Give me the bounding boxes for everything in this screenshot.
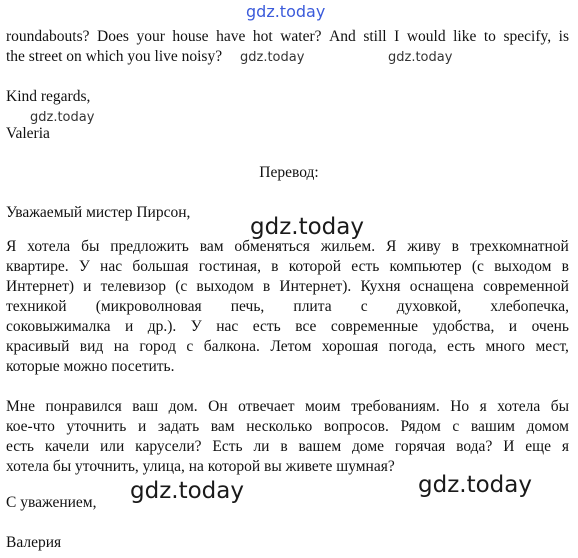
word: нас: [216, 318, 239, 335]
text-line: [6, 437, 569, 457]
word: в: [271, 258, 279, 275]
word: вопросов.: [323, 418, 389, 435]
word: Есть: [212, 438, 243, 455]
word: в: [262, 278, 271, 295]
word: красивый: [6, 338, 70, 355]
text-line: [6, 337, 569, 357]
word: др.).: [147, 318, 177, 335]
word: на: [113, 338, 129, 355]
word: And: [329, 28, 356, 45]
watermark: gdz.today: [388, 50, 453, 65]
english-closing: Kind regards,: [6, 88, 91, 105]
watermark: gdz.today: [130, 478, 244, 504]
word: нас: [100, 258, 123, 275]
english-line-1: [6, 27, 569, 47]
word: требованиям.: [351, 398, 440, 415]
word: отвечает: [238, 398, 295, 415]
word: есть: [6, 438, 34, 455]
word: вашим: [470, 418, 515, 435]
word: still: [363, 28, 387, 45]
word: карусели?: [135, 438, 202, 455]
word: и: [508, 318, 518, 335]
word: have: [216, 28, 246, 45]
translation-heading: Перевод:: [259, 164, 319, 181]
word: я: [561, 438, 569, 455]
word: живу: [407, 238, 441, 255]
word: обменяться: [234, 238, 310, 255]
word: hot: [252, 28, 273, 45]
word: задать: [157, 418, 200, 435]
word: И: [503, 438, 515, 455]
word: Но: [450, 398, 470, 415]
word: вам: [210, 418, 235, 435]
word: понравился: [45, 398, 122, 415]
word: вид: [79, 338, 104, 355]
word: бы: [81, 238, 100, 255]
word: Я: [6, 238, 17, 255]
word: и: [138, 418, 147, 435]
text-line: [6, 397, 569, 417]
word: specify,: [503, 28, 552, 45]
word: печь,: [230, 298, 265, 315]
word: еще: [525, 438, 551, 455]
text-line: [6, 257, 569, 277]
word: или: [99, 438, 125, 455]
watermark: gdz.today: [30, 110, 95, 125]
word: в: [451, 238, 459, 255]
word: уточнить: [66, 418, 127, 435]
word: I: [394, 28, 400, 45]
word: кое-что: [6, 418, 55, 435]
word: мест,: [535, 338, 569, 355]
word: your: [136, 28, 165, 45]
watermark-top: gdz.today: [246, 2, 326, 21]
word: хлебопечка,: [490, 298, 569, 315]
word: (с: [471, 258, 484, 275]
word: с: [452, 418, 460, 435]
word: house: [172, 28, 209, 45]
word: в: [561, 258, 569, 275]
word: доме: [352, 438, 385, 455]
word: город: [139, 338, 176, 355]
word: квартире.: [6, 258, 69, 275]
word: погода,: [388, 338, 437, 355]
word: Кухня: [360, 278, 401, 295]
word: я: [479, 398, 487, 415]
word: моим: [304, 398, 341, 415]
word: roundabouts?: [6, 28, 90, 45]
watermark: gdz.today: [250, 214, 364, 240]
word: компьютер: [389, 258, 462, 275]
word: Он: [208, 398, 228, 415]
word: Интернет).: [279, 278, 352, 295]
english-signature: Valeria: [6, 125, 50, 142]
word: несколько: [246, 418, 313, 435]
watermark: gdz.today: [240, 50, 305, 65]
word: Интернет): [6, 278, 75, 295]
word: water?: [280, 28, 322, 45]
word: (с: [175, 278, 188, 295]
word: вам: [199, 238, 224, 255]
word: вашем: [298, 438, 342, 455]
word: гостиная,: [198, 258, 261, 275]
word: Рядом: [400, 418, 441, 435]
word: телевизор: [100, 278, 167, 295]
word: жильем.: [320, 238, 376, 255]
word: качели: [44, 438, 90, 455]
text-line: [6, 317, 569, 337]
word: Мне: [6, 398, 35, 415]
word: есть: [351, 258, 380, 275]
word: соковыжималка: [6, 318, 111, 335]
russian-signature: Валерия: [6, 534, 62, 551]
word: дом.: [168, 398, 198, 415]
word: много: [485, 338, 526, 355]
word: У: [190, 318, 202, 335]
word: Я: [385, 238, 397, 255]
word: которой: [288, 258, 342, 275]
text-line: [6, 297, 569, 317]
russian-paragraph-2-last-line: хотела бы уточнить, улица, на которой вы живете шумная?: [6, 458, 395, 475]
word: техникой: [6, 298, 67, 315]
word: современные: [330, 318, 419, 335]
word: выходом: [196, 278, 254, 295]
word: Летом: [270, 338, 312, 355]
word: балкона.: [203, 338, 260, 355]
word: и: [124, 318, 134, 335]
word: в: [280, 438, 288, 455]
word: есть: [252, 318, 281, 335]
russian-paragraph-1-last-line: которые можно посетить.: [6, 358, 175, 375]
word: с: [360, 298, 368, 315]
word: горячая: [394, 438, 446, 455]
word: предложить: [110, 238, 189, 255]
word: современной: [483, 278, 569, 295]
word: и: [83, 278, 92, 295]
english-line-2: the street on which you live noisy?: [6, 48, 223, 65]
word: с: [186, 338, 194, 355]
word: У: [78, 258, 90, 275]
word: would: [406, 28, 446, 45]
word: Does: [97, 28, 129, 45]
word: to: [483, 28, 496, 45]
russian-closing: С уважением,: [6, 494, 97, 511]
text-line: [6, 277, 569, 297]
word: бы: [550, 398, 569, 415]
word: ваш: [132, 398, 159, 415]
text-line: [6, 417, 569, 437]
word: хотела: [27, 238, 71, 255]
word: оснащена: [409, 278, 474, 295]
word: трехкомнатной: [469, 238, 569, 255]
word: большая: [132, 258, 189, 275]
word: (микроволновая: [95, 298, 202, 315]
word: плита: [293, 298, 332, 315]
russian-salutation: Уважаемый мистер Пирсон,: [6, 204, 191, 221]
word: вода?: [456, 438, 493, 455]
word: ли: [253, 438, 270, 455]
word: хорошая: [321, 338, 379, 355]
word: выходом: [494, 258, 552, 275]
word: хотела: [497, 398, 541, 415]
word: like: [453, 28, 477, 45]
word: is: [558, 28, 569, 45]
word: очень: [531, 318, 569, 335]
watermark: gdz.today: [418, 472, 532, 498]
text-line: [6, 237, 569, 257]
word: домом: [526, 418, 569, 435]
word: духовкой,: [396, 298, 462, 315]
word: есть: [447, 338, 476, 355]
word: удобства,: [432, 318, 495, 335]
word: все: [295, 318, 317, 335]
